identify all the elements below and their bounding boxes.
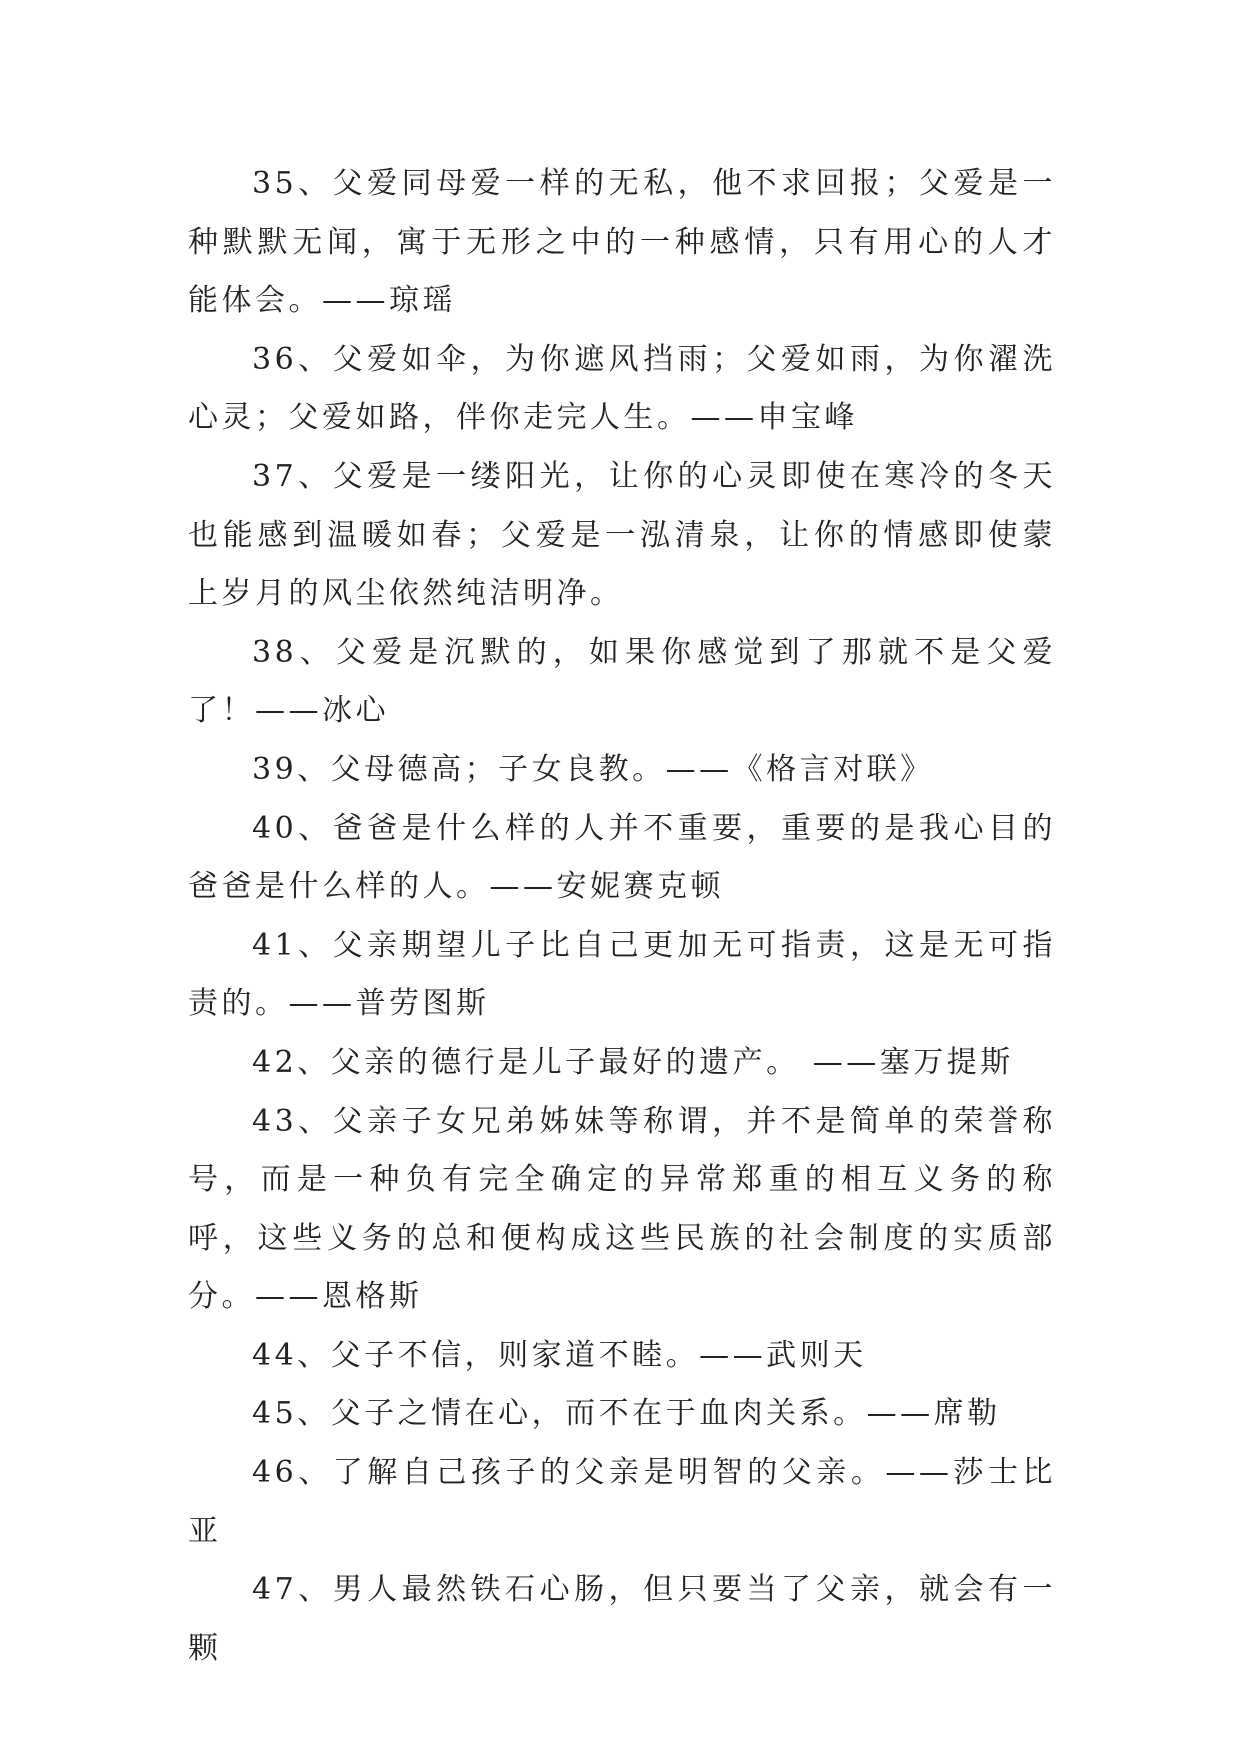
document-body xyxy=(188,155,1056,1678)
paragraph-46: 46、了解自己孩子的父亲是明智的父亲。——莎士比亚 xyxy=(188,1455,1056,1549)
paragraph-39: 39、父母德高；子女良教。——《格言对联》 xyxy=(252,751,934,787)
paragraph-43: 43、父亲子女兄弟姊妹等称谓，并不是简单的荣誉称号，而是一种负有完全确定的异常郑重的相互义务的称呼，这些义务的总和便构成这些民族的社会制度的实质部分。——恩格斯 xyxy=(188,1103,1056,1315)
paragraph-37: 37、父爱是一缕阳光，让你的心灵即使在寒冷的冬天也能感到温暖如春；父爱是一泓清泉，让你的情感即使蒙上岁月的风尘依然纯洁明净。 xyxy=(188,458,1056,612)
paragraph-41: 41、父亲期望儿子比自己更加无可指责，这是无可指责的。——普劳图斯 xyxy=(188,927,1056,1022)
paragraph-38: 38、父爱是沉默的，如果你感觉到了那就不是父爱了！——冰心 xyxy=(188,634,1056,729)
paragraph-44: 44、父子不信，则家道不睦。——武则天 xyxy=(252,1337,867,1373)
paragraph-47: 47、男人最然铁石心肠，但只要当了父亲，就会有一颗 xyxy=(188,1572,1056,1666)
paragraph-40: 40、爸爸是什么样的人并不重要，重要的是我心目的爸爸是什么样的人。——安妮赛克顿 xyxy=(188,810,1056,905)
paragraph-42: 42、父亲的德行是儿子最好的遗产。 ——塞万提斯 xyxy=(252,1044,1014,1080)
paragraph-35: 35、父爱同母爱一样的无私，他不求回报；父爱是一种默默无闻，寓于无形之中的一种感情，只有用心的人才能体会。——琼瑶 xyxy=(188,166,1056,319)
paragraph-45: 45、父子之情在心，而不在于血肉关系。——席勒 xyxy=(252,1396,1001,1432)
paragraph-36: 36、父爱如伞，为你遮风挡雨；父爱如雨，为你濯洗心灵；父爱如路，伴你走完人生。——申宝峰 xyxy=(188,341,1056,436)
